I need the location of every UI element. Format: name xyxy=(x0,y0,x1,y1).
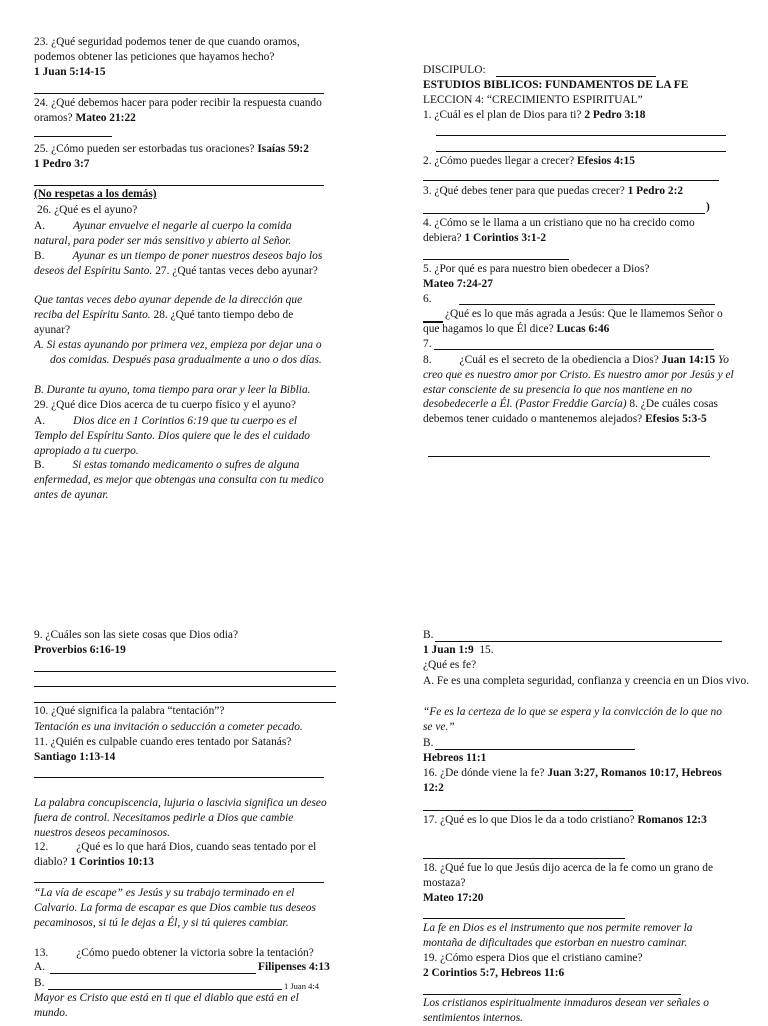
note-concupiscencia: La palabra concupiscencia, lujuria o lascivia significa un deseo fuera de control. Necesitamos pedirle a Dios que cambie nuestros deseos pecaminosos. xyxy=(34,797,327,839)
answer-28-b: B. Durante tu ayuno, toma tiempo para orar y leer la Biblia. xyxy=(34,384,311,396)
question-1: 1. ¿Cuál es el plan de Dios para ti? 2 Pedro 3:18 xyxy=(423,109,646,121)
answer-line[interactable] xyxy=(423,213,705,214)
answer-13-b-label: B. xyxy=(34,977,45,989)
question-2: 2. ¿Cómo puedes llegar a crecer? Efesios 4:15 xyxy=(423,155,635,167)
answer-8: Yo creo que es nuestro amor por Cristo. Es nuestro amor por Jesús y el estar consciente de su presencia lo que nos mantiene en no desobedecerle a Él. xyxy=(423,354,734,411)
answer-line[interactable] xyxy=(423,810,633,811)
question-11: 11. ¿Quién es culpable cuando eres tentado por Satanás? Santiago 1:13-14 xyxy=(34,736,292,763)
question-8: 8. ¿Cuál es el secreto de la obediencia a Dios? Juan 14:15 Yo creo que es nuestro amor por Cristo. Es nuestro amor por Jesús y el estar consciente de su presencia lo que nos mantiene en no desobedecerle a Él. (Pastor Freddie García) 8. ¿De cuáles cosas debemos tener cuidado o mantenemos alejados? Efesios 5:3-5 xyxy=(423,354,734,426)
question-28: 28. ¿Qué tanto tiempo debo de ayunar? xyxy=(34,308,294,336)
quote-author: (Pastor Freddie García) xyxy=(515,398,627,411)
answer-line[interactable] xyxy=(34,136,112,137)
note-via-de-escape: “La vía de escape” es Jesús y su trabajo terminado en el Calvario. La forma de escapar es que Dios cambie tus deseos pecaminosos, si tú le dejas a Él, y si tú quieres cambiar. xyxy=(34,887,316,929)
scripture-ref: 1 Juan 5:14-15 xyxy=(34,65,106,78)
scripture-ref: Mateo 7:24-27 xyxy=(423,277,493,290)
answer-line[interactable] xyxy=(436,135,726,136)
question-7-number: 7. xyxy=(423,338,432,350)
scripture-ref: Juan 3:27, Romanos 10:17, Hebreos 12:2 xyxy=(423,767,722,794)
answer-line[interactable] xyxy=(34,686,336,687)
ref-1-juan: 1 Juan 1:9 15. xyxy=(423,644,494,656)
answer-line[interactable] xyxy=(34,671,336,672)
question-26: 26. ¿Qué es el ayuno? xyxy=(37,204,138,216)
question-4: 4. ¿Cómo se le llama a un cristiano que no ha crecido como debiera? 1 Corintios 3:1-2 xyxy=(423,217,695,244)
question-3: 3. ¿Qué debes tener para que puedas crecer? 1 Pedro 2:2 xyxy=(423,185,684,197)
note-fe-instrumento: La fe en Dios es el instrumento que nos permite remover la montaña de dificultades que estorban en nuestro caminar. xyxy=(423,922,693,949)
answer-15-b-label: B. xyxy=(423,737,434,749)
question-12: 12. ¿Qué es lo que hará Dios, cuando seas tentado por el diablo? 1 Corintios 10:13 xyxy=(34,841,317,868)
scripture-ref: Proverbios 6:16-19 xyxy=(34,643,126,656)
question-17: 17. ¿Qué es lo que Dios le da a todo cristiano? Romanos 12:3 xyxy=(423,814,707,826)
scripture-ref: Efesios 4:15 xyxy=(577,155,635,167)
answer-15-a: A. Fe es una completa seguridad, confianza y creencia en un Dios vivo. xyxy=(423,675,750,687)
scripture-ref: Santiago 1:13-14 xyxy=(34,750,116,763)
quote-fe: “Fe es la certeza de lo que se espera y la convicción de lo que no se ve.” xyxy=(423,706,722,733)
answer-line[interactable] xyxy=(423,918,625,919)
question-13: 13. ¿Cómo puedo obtener la victoria sobre la tentación? xyxy=(34,947,314,959)
question-24: 24. ¿Qué debemos hacer para poder recibir la respuesta cuando oramos? Mateo 21:22 xyxy=(34,97,322,124)
scripture-ref: Filipenses 4:13 xyxy=(258,961,330,973)
answer-line[interactable] xyxy=(435,749,635,750)
question-25: 25. ¿Cómo pueden ser estorbadas tus oraciones? Isaías 59:2 1 Pedro 3:7 xyxy=(34,143,309,170)
question-8b: 8. ¿De cuáles cosas debemos tener cuidado o mantenemos alejados? xyxy=(423,398,718,426)
scripture-ref: Efesios 5:3-5 xyxy=(645,413,707,426)
scripture-ref: 2 Corintios 5:7, Hebreos 11:6 xyxy=(423,966,565,979)
lesson-title: LECCION 4: “CRECIMIENTO ESPIRITUAL” xyxy=(423,94,643,106)
scripture-ref: Isaías 59:2 xyxy=(257,143,309,155)
question-19: 19. ¿Cómo espera Dios que el cristiano camine? 2 Corintios 5:7, Hebreos 11:6 xyxy=(423,952,643,979)
scripture-ref: 2 Pedro 3:18 xyxy=(584,109,646,121)
answer-no-respetas: (No respetas a los demás) xyxy=(34,188,157,200)
question-27: 27. ¿Qué tantas veces debo ayunar? xyxy=(155,264,318,277)
answer-line[interactable] xyxy=(34,702,336,703)
question-23: 23. ¿Qué seguridad podemos tener de que cuando oramos, podemos obtener las peticiones que hayamos hecho? 1 Juan 5:14-15 xyxy=(34,36,300,78)
answer-27: Que tantas veces debo ayunar depende de la dirección que reciba del Espíritu Santo. 28. ¿Qué tanto tiempo debo de ayunar? xyxy=(34,294,303,336)
answer-line[interactable] xyxy=(34,185,324,186)
answer-line[interactable] xyxy=(428,456,710,457)
answer-line[interactable] xyxy=(423,259,569,260)
note-inmaduros: Los cristianos espiritualmente inmaduros desean ver señales o sentimientos internos. xyxy=(423,997,709,1024)
disciple-label: DISCIPULO: xyxy=(423,64,486,76)
answer-line[interactable] xyxy=(423,180,719,181)
question-18: 18. ¿Qué fue lo que Jesús dijo acerca de la fe como un grano de mostaza? Mateo 17:20 xyxy=(423,862,714,904)
answer-line[interactable] xyxy=(48,989,282,990)
answer-line[interactable] xyxy=(34,93,324,94)
answer-28-a: A. Si estas ayunando por primera vez, empieza por dejar una o dos comidas. Después pasa gradualmente a uno o dos días. xyxy=(34,339,322,366)
answer-line[interactable] xyxy=(434,349,714,350)
question-15: ¿Qué es fe? xyxy=(423,659,477,671)
scripture-ref: 1 Juan 4:4 xyxy=(284,981,319,991)
scripture-ref: Mateo 21:22 xyxy=(75,111,136,124)
answer-29-a: A. Dios dice en 1 Corintios 6:19 que tu cuerpo es el Templo del Espíritu Santo. Dios quiere que le des el cuidado apropiado a tu cuerpo. xyxy=(34,415,310,457)
answer-line[interactable] xyxy=(436,151,726,152)
answer-10: Tentación es una invitación o seducción a cometer pecado. xyxy=(34,721,303,733)
question-16: 16. ¿De dónde viene la fe? Juan 3:27, Romanos 10:17, Hebreos 12:2 xyxy=(423,767,722,794)
question-5: 5. ¿Por qué es para nuestro bien obedecer a Dios? Mateo 7:24-27 xyxy=(423,263,650,290)
answer-line[interactable] xyxy=(459,304,715,305)
note-mayor-es-cristo: Mayor es Cristo que está en ti que el diablo que está en el mundo. xyxy=(34,992,299,1019)
answer-13-a-label: A. xyxy=(34,961,46,973)
answer-b-label: B. xyxy=(423,629,434,641)
question-29: 29. ¿Qué dice Dios acerca de tu cuerpo físico y el ayuno? xyxy=(34,399,296,411)
page-title: ESTUDIOS BIBLICOS: FUNDAMENTOS DE LA FE xyxy=(423,79,689,91)
disciple-name-field[interactable] xyxy=(496,76,656,77)
answer-line[interactable] xyxy=(34,777,324,778)
scripture-ref: Juan 14:15 xyxy=(661,354,716,366)
question-10: 10. ¿Qué significa la palabra “tentación”? xyxy=(34,705,225,717)
answer-29-b: B. Si estas tomando medicamento o sufres de alguna enfermedad, es mejor que obtengas una consulta con tu medico antes de ayunar. xyxy=(34,459,324,501)
answer-line[interactable] xyxy=(423,858,625,859)
answer-line[interactable] xyxy=(435,641,722,642)
scripture-ref: 1 Pedro 2:2 xyxy=(627,185,684,197)
closing-paren: ) xyxy=(706,201,710,213)
scripture-ref: Lucas 6:46 xyxy=(556,322,610,335)
answer-line[interactable] xyxy=(423,994,681,995)
scripture-ref: 1 Corintios 3:1-2 xyxy=(464,231,547,244)
scripture-ref: Mateo 17:20 xyxy=(423,891,484,904)
answer-26-b: B. Ayunar es un tiempo de poner nuestros deseos bajo los deseos del Espíritu Santo. 27. ¿Qué tantas veces debo ayunar? xyxy=(34,250,323,277)
answer-26-a: A. Ayunar envuelve el negarle al cuerpo la comida natural, para poder ser más sensitivo y abierto al Señor. xyxy=(34,220,292,247)
answer-line[interactable] xyxy=(34,882,324,883)
scripture-ref: 1 Juan 1:9 xyxy=(423,644,474,656)
scripture-ref: Hebreos 11:1 xyxy=(423,752,487,764)
question-9: 9. ¿Cuáles son las siete cosas que Dios odia? Proverbios 6:16-19 xyxy=(34,629,239,656)
answer-line[interactable] xyxy=(50,973,256,974)
scripture-ref: Romanos 12:3 xyxy=(637,814,707,826)
question-6-number: 6. xyxy=(423,293,432,305)
scripture-ref: 1 Pedro 3:7 xyxy=(34,157,90,170)
question-6: ¿Qué es lo que más agrada a Jesús: Que le llamemos Señor o que hagamos lo que Él dice? Lucas 6:46 xyxy=(423,308,723,335)
scripture-ref: 1 Corintios 10:13 xyxy=(70,855,154,868)
